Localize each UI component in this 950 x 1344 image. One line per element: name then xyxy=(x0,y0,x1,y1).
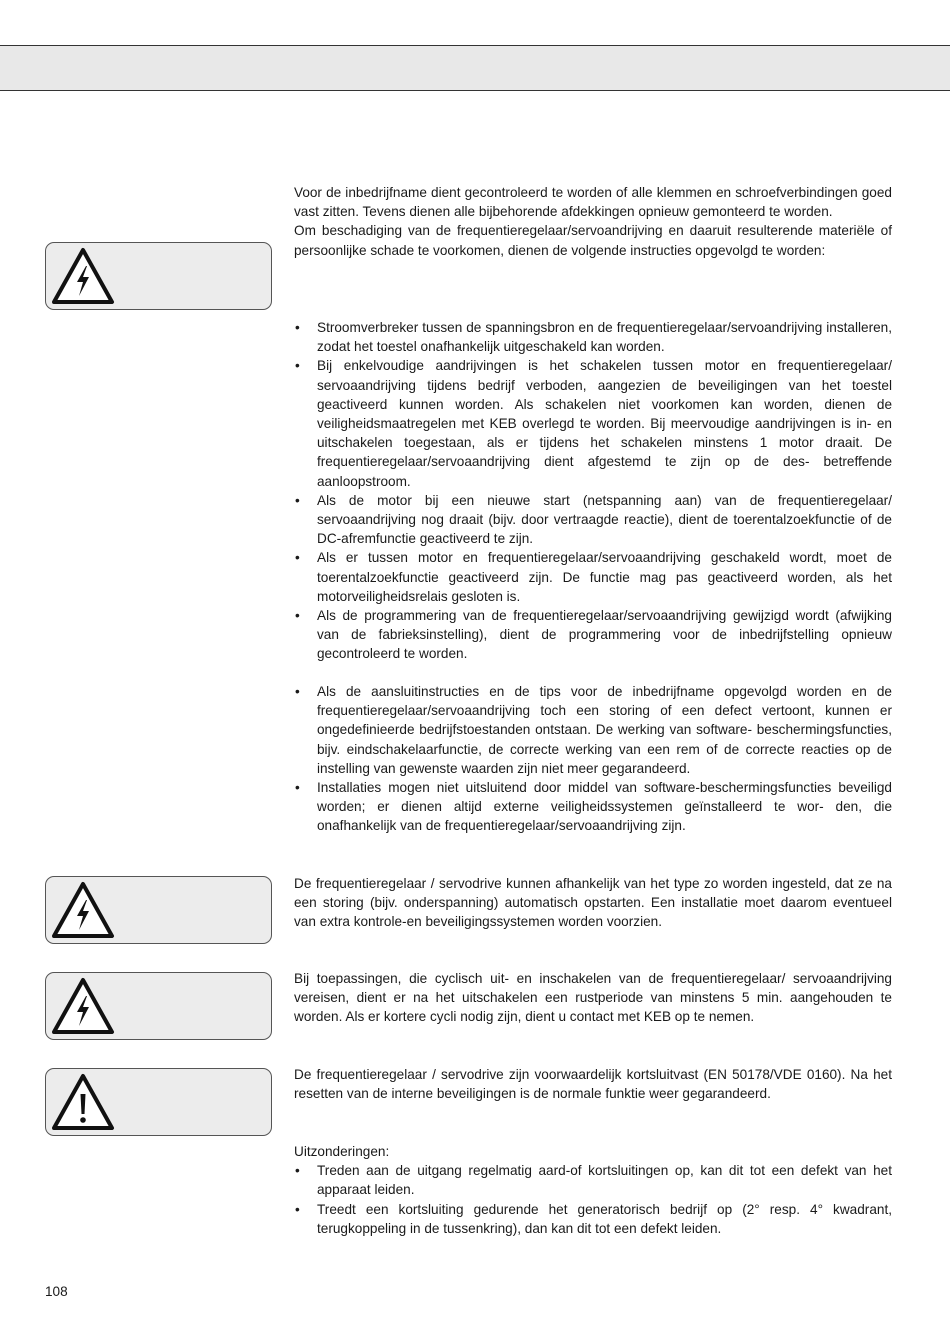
page-number: 108 xyxy=(45,1284,68,1299)
warning-box-3 xyxy=(45,972,272,1040)
list-item: • Installaties mogen niet uitsluitend door middel van software-beschermingsfuncties beveiligd worden; er dienen altijd externe veiligheidssystemen geïnstalleerd te wor- den, die onafhankelijk van de frequentieregelaar/servoaandrijving zijn. xyxy=(294,778,892,836)
exceptions-section xyxy=(294,1142,892,1238)
list-item: • Treden aan de uitgang regelmatig aard-of kortsluitingen op, kan dit tot een defekt van het apparaat leiden. xyxy=(294,1161,892,1199)
instructions-list-a xyxy=(294,318,892,664)
high-voltage-warning-icon xyxy=(50,976,116,1036)
list-item: • Als er tussen motor en frequentieregelaar/servoaandrijving geschakeld wordt, moet de toerentalzoekfunctie geactiveerd zijn. De functie mag pas geactiveerd worden, als het motorveiligheidsrelais gesloten is. xyxy=(294,548,892,606)
high-voltage-warning-icon xyxy=(50,880,116,940)
short-circuit-paragraph: De frequentieregelaar / servodrive zijn voorwaardelijk kortsluitvast (EN 50178/VDE 0160). Na het resetten van de interne beveiligingen is de normale funktie weer gegarandeerd. xyxy=(294,1067,892,1102)
warning-box-2 xyxy=(45,876,272,944)
cyclic-paragraph: Bij toepassingen, die cyclisch uit- en inschakelen van de frequentieregelaar/ servoaandrijving vereisen, dient er na het uitschakelen een rustperiode van minstens 5 min. aangehouden te worden. Als er kortere cycli nodig zijn, dient u contact met KEB op te nemen. xyxy=(294,971,892,1025)
list-item: • Treedt een kortsluiting gedurende het generatorisch bedrijf op (2° resp. 4° kwadrant, terugkoppeling in de tussenkring), dan kan dit tot een defekt leiden. xyxy=(294,1200,892,1238)
intro-section xyxy=(294,183,892,260)
exceptions-label: Uitzonderingen: xyxy=(294,1144,390,1159)
instructions-list-b xyxy=(294,682,892,836)
list-item: • Als de programmering van de frequentieregelaar/servoaandrijving gewijzigd wordt (afwijking van de fabrieksinstelling), dient de programmering voor de inbedrijfstelling opnieuw gecontroleerd te worden. xyxy=(294,606,892,664)
list-item: • Stroomverbreker tussen de spanningsbron en de frequentieregelaar/servoandrijving installeren, zodat het toestel onafhankelijk uitgeschakeld kan worden. xyxy=(294,318,892,356)
list-item: • Als de motor bij een nieuwe start (netspanning aan) van de frequentieregelaar/ servoaandrijving nog draait (bijv. door vertraagde reactie), dient de toerentalzoekfunctie of de DC-afremfunctie geactiveerd te zijn. xyxy=(294,491,892,549)
list-item: • Als de aansluitinstructies en de tips voor de inbedrijfname opgevolgd worden en de frequentieregelaar/servoaandrijving toch een storing of een defect vertoont, kunnen er ongedefinieerde bedrijfstoestanden ontstaan. De werking van software- beschermingsfuncties, bijv. eindschakelaarfunctie, de correcte werking van een rem of de correcte reacties op de instelling van gewenste waarden zijn niet meer gegarandeerd. xyxy=(294,682,892,778)
warning-box-1 xyxy=(45,242,272,310)
intro-paragraph-1: Voor de inbedrijfname dient gecontroleerd te worden of alle klemmen en schroefverbindingen goed vast zitten. Tevens dienen alle bijbehorende afdekkingen opnieuw gemonteerd te worden. xyxy=(294,185,892,220)
intro-paragraph-2: Om beschadiging van de frequentieregelaar/servoandrijving en daaruit resulterende materiële of persoonlijke schade te voorkomen, dienen de volgende instructies opgevolgd te worden: xyxy=(294,223,892,258)
general-warning-icon xyxy=(50,1072,116,1132)
cyclic-section xyxy=(294,969,892,1027)
auto-restart-paragraph: De frequentieregelaar / servodrive kunnen afhankelijk van het type zo worden ingesteld, dat ze na een storing (bijv. onderspanning) automatisch opstarten. Een installatie moet daarom eventueel van extra kontrole-en beveiligingssystemen worden voorzien. xyxy=(294,876,892,930)
warning-box-4 xyxy=(45,1068,272,1136)
list-item: • Bij enkelvoudige aandrijvingen is het schakelen tussen motor en frequentieregelaar/ servoaandrijving tijdens bedrijf verboden, aangezien de beveiligingen van het toestel geactiveerd kunnen worden. Als schakelen niet voorkomen kan worden, dienen de veiligheidsmaatregelen met KEB overlegd te worden. Bij meervoudige aandrijvingen is in- en uitschakelen toegestaan, als er tijdens het schakelen minstens 1 motor draait. De frequentieregelaar/servoaandrijving dient afgestemd te zijn op de des- betreffende aanloopstroom. xyxy=(294,356,892,490)
auto-restart-section xyxy=(294,874,892,932)
header-bar xyxy=(0,45,950,91)
high-voltage-warning-icon xyxy=(50,246,116,306)
short-circuit-section xyxy=(294,1065,892,1103)
